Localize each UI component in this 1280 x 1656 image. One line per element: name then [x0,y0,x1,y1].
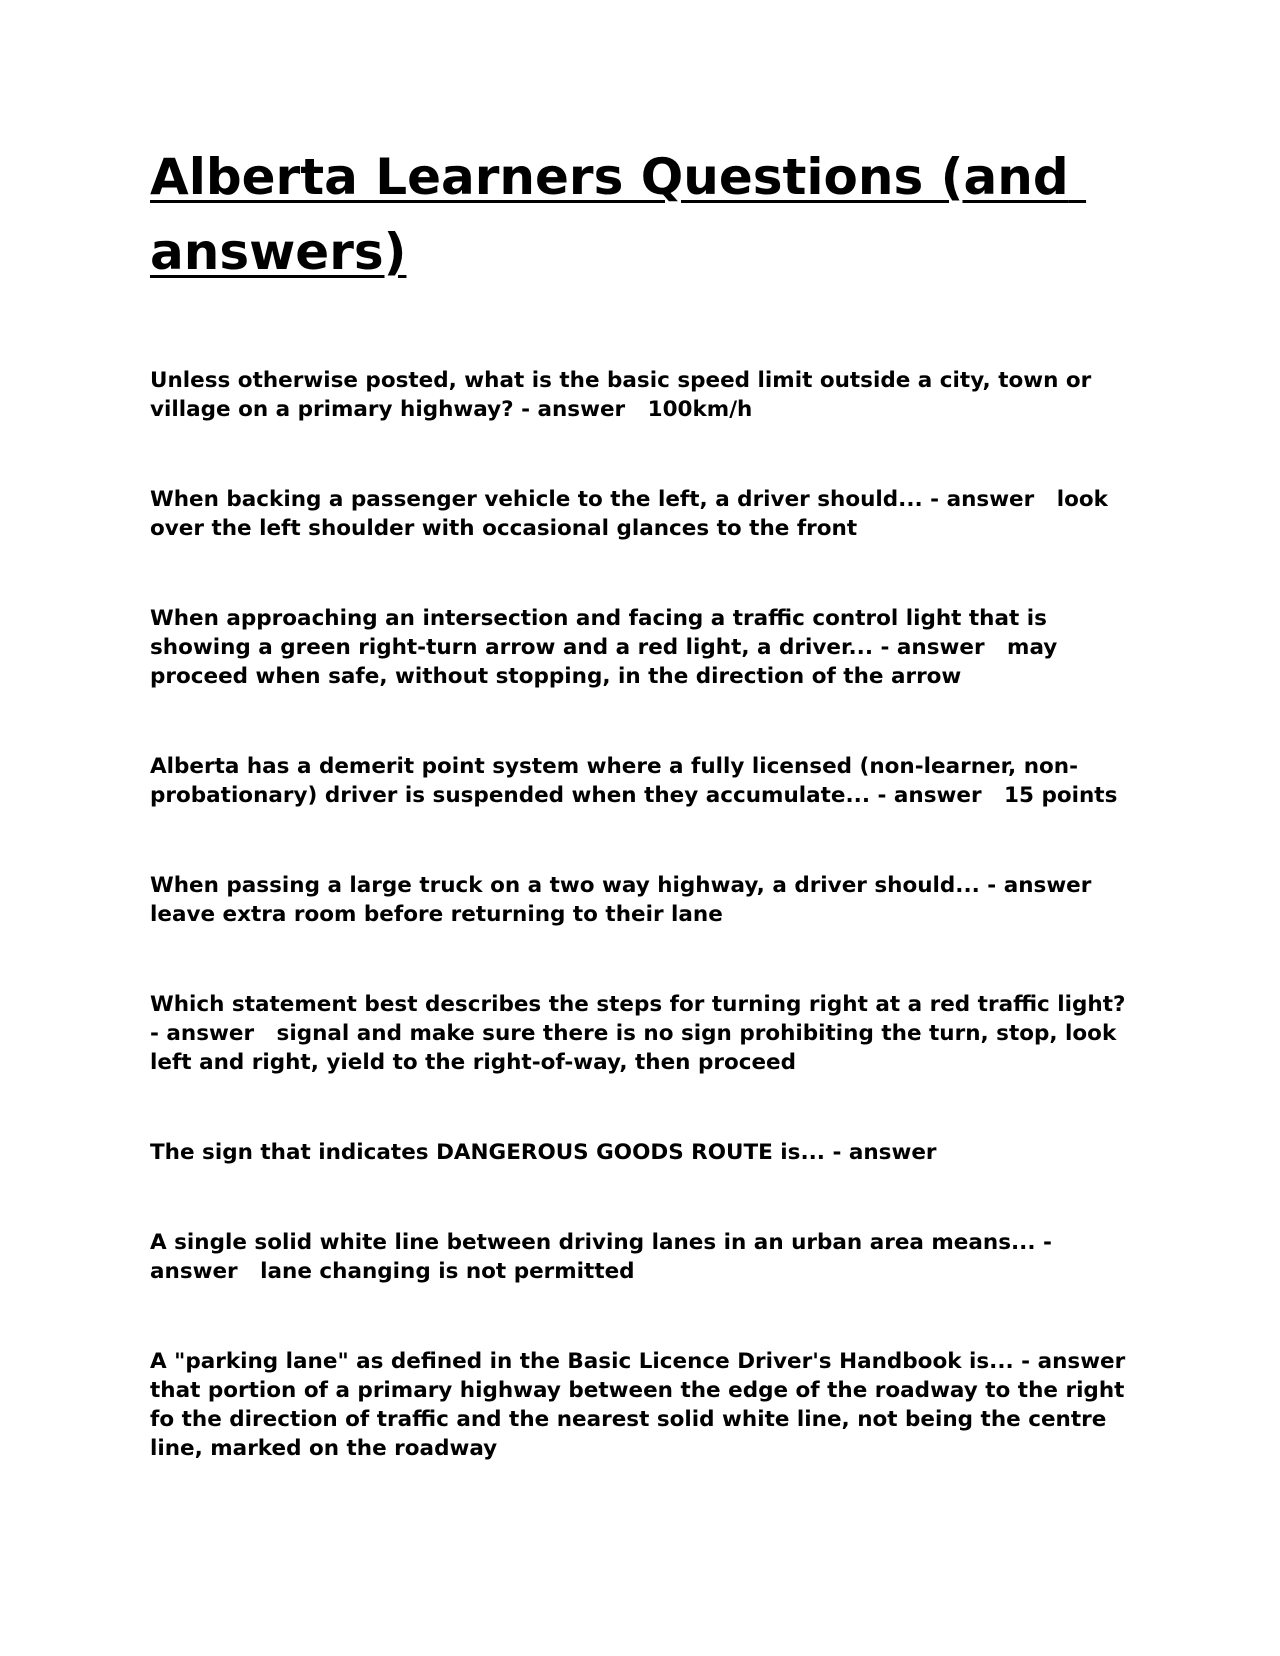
document-page [150,140,1140,1524]
question-text: Alberta has a demerit point system where a fully licensed (non-learner, non-probationary) driver is suspended when they accumulate... [150,754,1079,808]
answer-gap [238,1259,260,1284]
question-text: Unless otherwise posted, what is the basic speed limit outside a city, town or village on a primary highway? [150,368,1099,422]
qa-item [150,366,1140,424]
qa-item [150,604,1140,691]
answer-gap [985,635,1007,660]
document-title: Alberta Learners Questions (and answers) [150,148,1087,281]
answer-gap [254,1021,276,1046]
answer-gap [1034,487,1056,512]
answer-text: lane changing is not permitted [260,1259,635,1284]
answer-text: that portion of a primary highway between the edge of the roadway to the right fo the direction of traffic and the nearest solid white line, not being the centre line, marked on the roadway [150,1378,1132,1461]
answer-gap [1125,1349,1147,1374]
question-text: When passing a large truck on a two way highway, a driver should... [150,873,980,898]
qa-list [150,366,1140,1463]
answer-text: look over the left shoulder with occasional glances to the front [150,487,1116,541]
question-text: When backing a passenger vehicle to the left, a driver should... [150,487,923,512]
question-text: The sign that indicates DANGEROUS GOODS ROUTE is... [150,1140,825,1165]
qa-item [150,752,1140,810]
qa-item [150,485,1140,543]
answer-separator: - answer [922,487,1035,512]
qa-item [150,1138,1140,1167]
answer-text: leave extra room before returning to their lane [150,902,723,927]
question-text: When approaching an intersection and facing a traffic control light that is showing a green right-turn arrow and a red light, a driver... [150,606,1055,660]
answer-gap [1091,873,1113,898]
answer-text: signal and make sure there is no sign prohibiting the turn, stop, look left and right, yield to the right-of-way, then proceed [150,1021,1124,1075]
answer-separator: - answer [150,992,1133,1046]
answer-separator: - answer [870,783,982,808]
qa-item [150,990,1140,1077]
answer-separator: - answer [150,1230,1060,1284]
qa-item [150,871,1140,929]
question-text: Which statement best describes the steps for turning right at a red traffic light? [150,992,1126,1017]
question-text: A "parking lane" as defined in the Basic Licence Driver's Handbook is... [150,1349,1014,1374]
answer-gap [625,397,647,422]
answer-separator: - answer [1013,1349,1126,1374]
answer-separator: - answer [824,1140,937,1165]
answer-separator: - answer [979,873,1092,898]
answer-separator: - answer [873,635,985,660]
question-text: A single solid white line between driving lanes in an urban area means... [150,1230,1036,1255]
answer-gap [982,783,1004,808]
qa-item [150,1347,1140,1463]
qa-item [150,1228,1140,1286]
answer-text: 100km/h [647,397,753,422]
answer-separator: - answer [513,397,626,422]
answer-text: may proceed when safe, without stopping, in the direction of the arrow [150,635,1065,689]
answer-text: 15 points [1004,783,1118,808]
